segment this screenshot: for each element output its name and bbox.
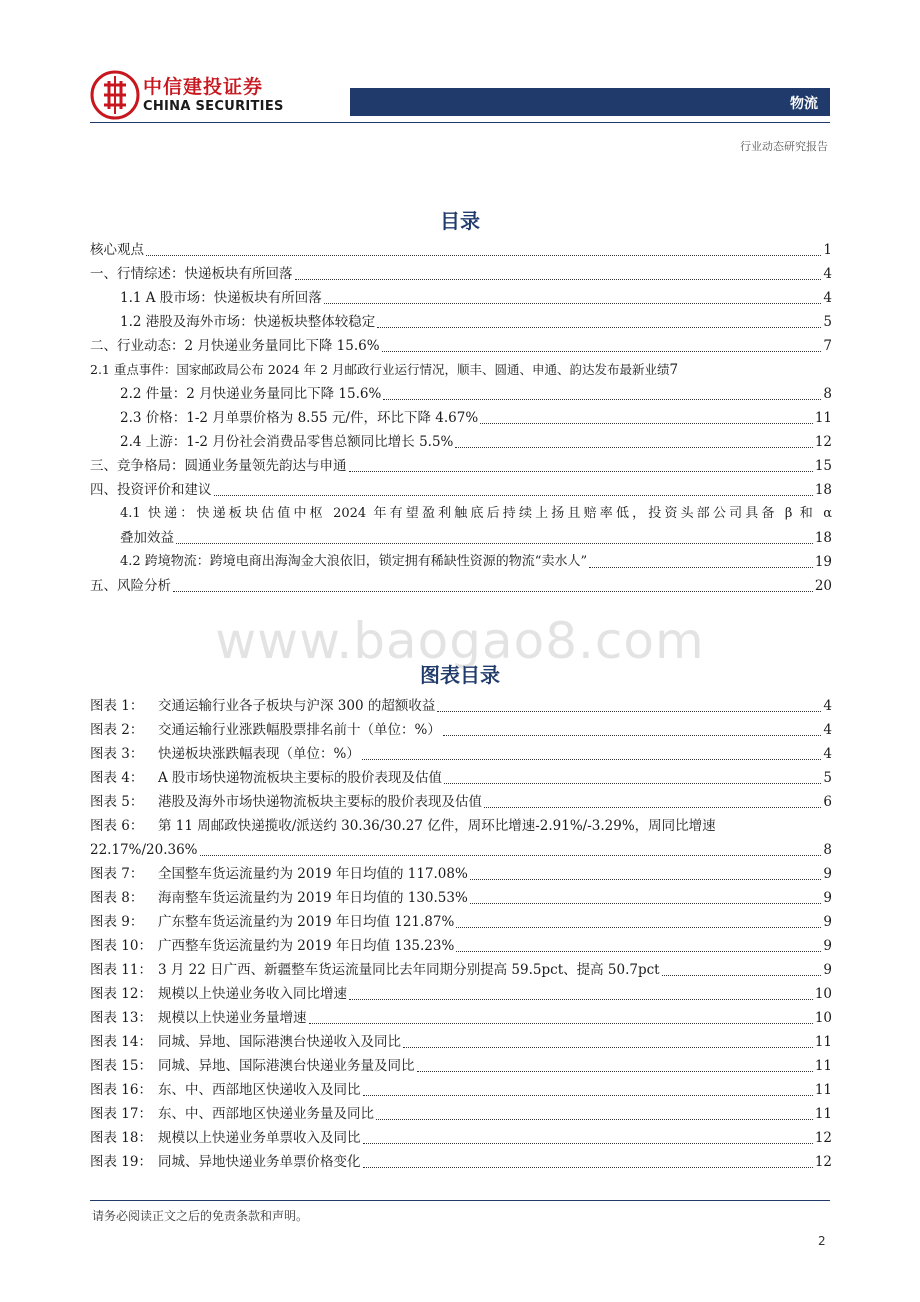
toc-entry[interactable]: 1.1 A 股市场：快递板块有所回落 4 — [120, 290, 832, 306]
figure-label: 图表 13： — [90, 1010, 152, 1026]
figure-text: 同城、异地、国际港澳台快递收入及同比 — [158, 1034, 401, 1050]
figure-entry[interactable]: 图表 3： 快递板块涨跌幅表现（单位：%） 4 — [90, 742, 832, 766]
figure-text: 同城、异地、国际港澳台快递业务量及同比 — [158, 1058, 415, 1074]
figure-entry[interactable]: 图表 2： 交通运输行业涨跌幅股票排名前十（单位：%） 4 — [90, 718, 832, 742]
figure-entry-line1[interactable] — [90, 814, 716, 838]
figure-text: 全国整车货运流量约为 2019 年日均值的 117.08% — [158, 866, 468, 882]
figure-text: 交通运输行业涨跌幅股票排名前十（单位：%） — [158, 722, 441, 738]
logo-chinese-name: 中信建投证券 — [143, 76, 264, 98]
toc-entry[interactable]: 三、竞争格局：圆通业务量领先韵达与申通 15 — [90, 458, 832, 474]
figures-title: 图表目录 — [420, 663, 500, 687]
disclaimer: 请务必阅读正文之后的免责条款和声明。 — [92, 1209, 309, 1223]
figure-label: 图表 17： — [90, 1106, 152, 1122]
figure-entry[interactable]: 图表 8： 海南整车货运流量约为 2019 年日均值的 130.53% 9 — [90, 886, 832, 910]
figure-text: 第 11 周邮政快递揽收/派送约 30.36/30.27 亿件，周环比增速-2.91%/-3.29%，周同比增速 — [158, 818, 716, 834]
figure-text: A 股市场快递物流板块主要标的股价表现及估值 — [158, 770, 443, 786]
figure-entry[interactable]: 图表 16： 东、中、西部地区快递收入及同比 11 — [90, 1078, 832, 1102]
figure-text: 东、中、西部地区快递收入及同比 — [158, 1082, 361, 1098]
figure-label: 图表 12： — [90, 986, 152, 1002]
figure-entry[interactable]: 图表 11： 3 月 22 日广西、新疆整车货运流量同比去年同期分别提高 59.5pct、提高 50.7pct 9 — [90, 958, 832, 982]
figure-label: 图表 1： — [90, 698, 144, 714]
figure-entry[interactable]: 图表 19： 同城、异地快递业务单票价格变化 12 — [90, 1150, 832, 1174]
figure-text: 规模以上快递业务量增速 — [158, 1010, 307, 1026]
figure-entry[interactable]: 图表 18： 规模以上快递业务单票收入及同比 12 — [90, 1126, 832, 1150]
page-number: 2 — [818, 1234, 826, 1248]
figure-entry[interactable]: 图表 9： 广东整车货运流量约为 2019 年日均值 121.87% 9 — [90, 910, 832, 934]
toc-entry[interactable]: 二、行业动态：2 月快递业务量同比下降 15.6% 7 — [90, 338, 832, 354]
toc-entry[interactable]: 2.3 价格：1-2 月单票价格为 8.55 元/件，环比下降 4.67% 11 — [120, 410, 832, 426]
figure-text: 广东整车货运流量约为 2019 年日均值 121.87% — [158, 914, 455, 930]
sector-banner — [350, 88, 830, 116]
figure-entry[interactable]: 图表 1： 交通运输行业各子板块与沪深 300 的超额收益 4 — [90, 694, 832, 718]
toc-entry[interactable]: 叠加效益 18 — [120, 530, 832, 546]
figure-label: 图表 19： — [90, 1154, 152, 1170]
figure-label: 图表 18： — [90, 1130, 152, 1146]
toc-entry[interactable]: 1.2 港股及海外市场：快递板块整体较稳定 5 — [120, 314, 832, 330]
figure-text: 交通运输行业各子板块与沪深 300 的超额收益 — [158, 698, 436, 714]
figure-text: 海南整车货运流量约为 2019 年日均值的 130.53% — [158, 890, 468, 906]
figure-label: 图表 8： — [90, 890, 144, 906]
figure-text: 广西整车货运流量约为 2019 年日均值 135.23% — [158, 938, 455, 954]
toc-entry[interactable]: 2.4 上游：1-2 月份社会消费品零售总额同比增长 5.5% 12 — [120, 434, 832, 450]
toc-entry[interactable]: 四、投资评价和建议 18 — [90, 482, 832, 498]
figure-label: 图表 16： — [90, 1082, 152, 1098]
footer-divider — [90, 1200, 830, 1201]
figure-text: 东、中、西部地区快递业务量及同比 — [158, 1106, 374, 1122]
figure-label: 图表 2： — [90, 722, 144, 738]
figure-label: 图表 14： — [90, 1034, 152, 1050]
sector-label: 物流 — [790, 96, 818, 112]
figure-entry[interactable]: 图表 15： 同城、异地、国际港澳台快递业务量及同比 11 — [90, 1054, 832, 1078]
figure-entry[interactable]: 图表 4： A 股市场快递物流板块主要标的股价表现及估值 5 — [90, 766, 832, 790]
figure-label: 图表 9： — [90, 914, 144, 930]
report-type: 行业动态研究报告 — [740, 140, 828, 153]
figure-label: 图表 6： — [90, 818, 144, 834]
figure-text: 规模以上快递业务单票收入及同比 — [158, 1130, 361, 1146]
figure-label: 图表 5： — [90, 794, 144, 810]
toc-entry-line1[interactable]: 4.1 快递：快递板块估值中枢 2024 年有望盈利触底后持续上扬且赔率低，投资头部公司具备 β 和 α — [120, 506, 832, 521]
toc-entry[interactable]: 核心观点 1 — [90, 242, 832, 258]
figure-entry[interactable]: 22.17%/20.36% 8 — [90, 842, 832, 858]
toc-entry[interactable]: 一、行情综述：快递板块有所回落 4 — [90, 266, 832, 282]
figure-text: 快递板块涨跌幅表现（单位：%） — [158, 746, 360, 762]
figure-label: 图表 11： — [90, 962, 152, 978]
figure-label: 图表 10： — [90, 938, 152, 954]
figure-entry[interactable]: 图表 17： 东、中、西部地区快递业务量及同比 11 — [90, 1102, 832, 1126]
figure-label: 图表 7： — [90, 866, 144, 882]
header-divider — [90, 122, 830, 123]
watermark: www.baogao8.com — [215, 612, 705, 670]
figure-text: 同城、异地快递业务单票价格变化 — [158, 1154, 361, 1170]
china-securities-logo-icon — [90, 70, 140, 120]
figure-text: 3 月 22 日广西、新疆整车货运流量同比去年同期分别提高 59.5pct、提高 50.7pct — [158, 962, 660, 978]
figure-entry[interactable]: 图表 10： 广西整车货运流量约为 2019 年日均值 135.23% 9 — [90, 934, 832, 958]
figure-entry[interactable]: 图表 5： 港股及海外市场快递物流板块主要标的股价表现及估值 6 — [90, 790, 832, 814]
figure-entry[interactable]: 图表 14： 同城、异地、国际港澳台快递收入及同比 11 — [90, 1030, 832, 1054]
figure-label: 图表 15： — [90, 1058, 152, 1074]
figure-entry[interactable]: 图表 7： 全国整车货运流量约为 2019 年日均值的 117.08% 9 — [90, 862, 832, 886]
toc-entry[interactable]: 五、风险分析 20 — [90, 578, 832, 594]
figure-label: 图表 3： — [90, 746, 144, 762]
figure-label: 图表 4： — [90, 770, 144, 786]
toc-entry[interactable]: 2.1 重点事件：国家邮政局公布 2024 年 2 月邮政行业运行情况，顺丰、圆通、申通、韵达发布最新业绩 7 — [90, 362, 679, 378]
figure-entry[interactable]: 图表 13： 规模以上快递业务量增速 10 — [90, 1006, 832, 1030]
toc-entry[interactable]: 2.2 件量：2 月快递业务量同比下降 15.6% 8 — [120, 386, 832, 402]
toc-entry[interactable]: 4.2 跨境物流：跨境电商出海淘金大浪依旧，锁定拥有稀缺性资源的物流“卖水人” 19 — [120, 554, 832, 570]
figure-text: 规模以上快递业务收入同比增速 — [158, 986, 347, 1002]
figure-text: 港股及海外市场快递物流板块主要标的股价表现及估值 — [158, 794, 482, 810]
toc-title: 目录 — [440, 209, 480, 233]
figure-entry[interactable]: 图表 12： 规模以上快递业务收入同比增速 10 — [90, 982, 832, 1006]
logo-english-name: CHINA SECURITIES — [143, 99, 284, 114]
